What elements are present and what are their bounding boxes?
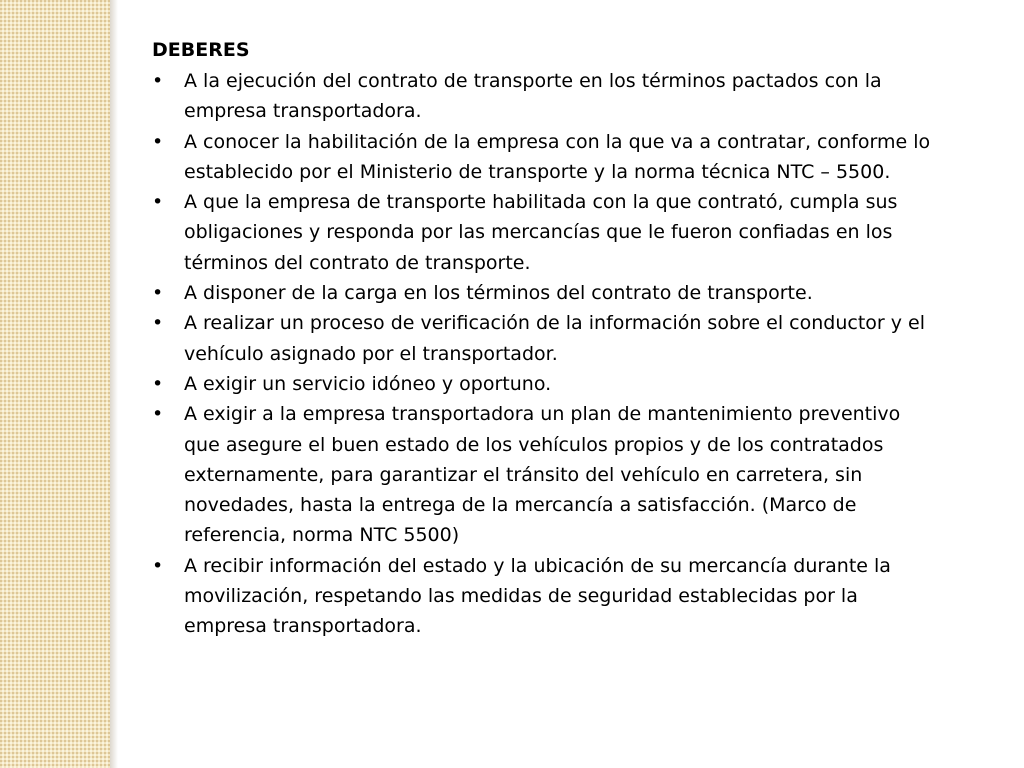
bullet-icon: • xyxy=(152,130,164,153)
list-item-text: A que la empresa de transporte habilitada con la que contrató, cumpla sus obligaciones y responda por las mercancías que le fueron confiadas en los términos del contrato de transporte. xyxy=(184,191,898,274)
list-item-text: A exigir a la empresa transportadora un plan de mantenimiento preventivo que asegure el buen estado de los vehículos propios y de los contratados externamente, para garantizar el tránsito del vehículo en carretera, sin novedades, hasta la entrega de la mercancía a satisfacción. (Marco de referencia, norma NTC 5500) xyxy=(184,403,901,547)
list-item-text: A realizar un proceso de verificación de la información sobre el conductor y el vehículo asignado por el transportador. xyxy=(184,312,925,365)
side-band-shadow xyxy=(110,0,118,768)
bullet-icon: • xyxy=(152,312,164,335)
list-item-text: A exigir un servicio idóneo y oportuno. xyxy=(184,372,552,395)
bullet-icon: • xyxy=(152,372,164,395)
bullet-icon: • xyxy=(152,191,164,214)
list-item xyxy=(152,66,942,127)
bullet-icon: • xyxy=(152,403,164,426)
list-item-text: A recibir información del estado y la ubicación de su mercancía durante la movilización, respetando las medidas de seguridad establecidas por la empresa transportadora. xyxy=(184,554,891,638)
list-item xyxy=(152,127,942,188)
duties-list xyxy=(152,66,942,642)
list-item xyxy=(152,308,942,369)
list-item xyxy=(152,399,942,550)
list-item-text: A disponer de la carga en los términos del contrato de transporte. xyxy=(184,282,813,305)
slide-heading: DEBERES xyxy=(152,39,250,61)
decorative-side-band xyxy=(0,0,110,768)
list-item xyxy=(152,187,942,278)
list-item xyxy=(152,369,942,399)
bullet-icon: • xyxy=(152,70,164,92)
slide-content xyxy=(152,36,942,642)
list-item xyxy=(152,278,942,308)
list-item-text: A conocer la habilitación de la empresa con la que va a contratar, conforme lo establecido por el Ministerio de transporte y la norma técnica NTC – 5500. xyxy=(184,130,931,183)
list-item xyxy=(152,551,942,642)
list-item-text: A la ejecución del contrato de transporte en los términos pactados con la empresa transportadora. xyxy=(184,70,882,123)
bullet-icon: • xyxy=(152,282,164,305)
bullet-icon: • xyxy=(152,554,164,577)
